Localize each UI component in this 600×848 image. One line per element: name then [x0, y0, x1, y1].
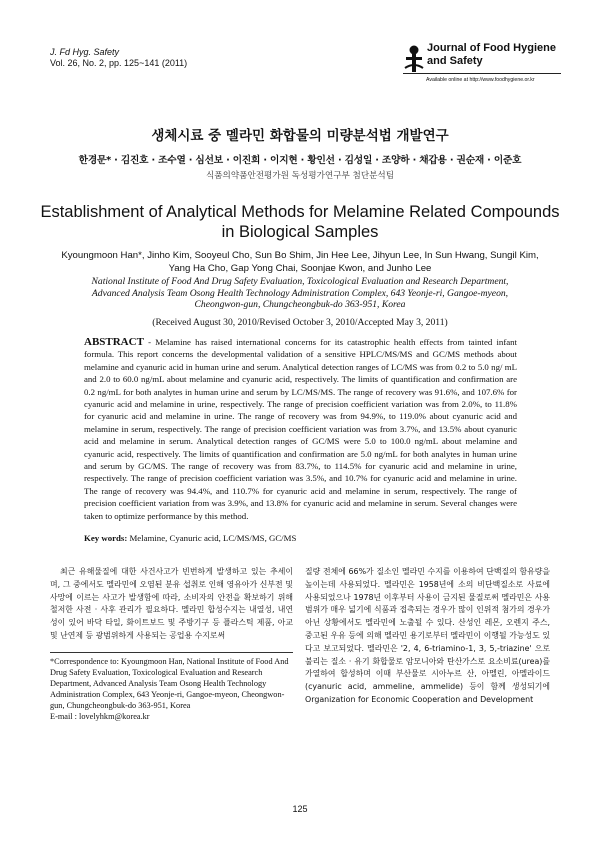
authors-english: Kyoungmoon Han*, Jinho Kim, Sooyeul Cho, Sun Bo Shim, Jin Hee Lee, Jihyun Lee, In Sun Hwang, Sungil Kim, Yang Ha Cho, Gap Yong Chai, Soonjae Kwon, and Junho Lee [61, 250, 539, 274]
body-column-left: 최근 유해물질에 대한 사건사고가 빈번하게 발생하고 있는 추세이며, 그 중에서도 멜라민에 오염된 분유 섭취로 인해 영유아가 신부전 및 사망에 이르는 사고가 발생함에 따라, 소비자의 안전을 확보하기 위해 철저한 사전 · 사후 관리가 필요하다. 멜라민 합성수지는 내열성, 내연성이 있어 바닥 타일, 화이트보드 및 주방기구 등 플라스틱 제품, 아교 및 난연제 등 광범위하게 사용되는 공업용 수지로써 [50, 567, 293, 640]
affiliation-english: National Institute of Food And Drug Safety Evaluation, Toxicological Evaluation and Research Department, Advanced Analysis Team Osong Health Technology Administration Complex, 643 Yeonje-ri, Gangoe-myeon, Cheongwon-gun, Chungcheongbuk-do 363-951, Korea [91, 276, 509, 311]
journal-logo-title: Journal of Food Hygiene and Safety [427, 42, 556, 67]
title-korean: 생체시료 중 멜라민 화합물의 미량분석법 개발연구 [151, 128, 449, 144]
affiliation-korean: 식품의약품안전평가원 독성평가연구부 첨단분석팀 [205, 171, 395, 181]
journal-citation [50, 47, 187, 69]
journal-emblem-icon [403, 44, 425, 74]
abstract [84, 336, 517, 522]
title-english: Establishment of Analytical Methods for Melamine Related Compounds in Biological Samples [40, 203, 560, 241]
journal-url[interactable]: Available online at http://www.foodhygiene.or.kr [426, 77, 535, 83]
footnote-divider [50, 652, 293, 653]
abstract-text: - Melamine has raised international concerns for its catastrophic health effects from tainted infant formula. This report concerns the developmental validation of a sensitive HPLC/MS/MS and GC/MS methods about melamine and cyanuric acid in human urine and serum. Analytical detection ranges of LC/MS was from 0.2 to 5.0 ng/ mL and 2.0 to 60.0 ng/mL about melamine and cyanuric acid, respectively. The limits of quantification and confirmation are 0.2 ng/mL for both analytes in human urine and serum by LC/MS/MS. The range of recovery was 91.6%, and 107.6% for cyanuric acid and melamine in urine, respectively. The range of precision coefficient variation was from 2.0%, to 11.8% for cyanuric acid and melamine in urine. The range of recovery was from 94.9%, to 119.0% about cyanuric acid and melamine in serum, respectively. The range of precision coefficient variation was from 3.7%, and 13.5% about cyanuric acid and melamine in serum. Analytical detection ranges of GC/MS were 5.0 to 100.0 ng/mL about melamine and cyanuric acid, respectively. The limits of quantification and confirmation are 5.0 ng/mL for both analytes in human urine and serum by GC/MS. The range of recovery was from 83.7%, to 114.5% for cyanuric acid and melamine in urine, respectively. The range of precision coefficient variation was 3.5%, and 10.7% for cyanuric acid and melamine in urine. The range of recovery was 94.4%, and 110.7% for cyanuric acid and melamine in serum, respectively. The range of precision coefficient variation from was 3.9%, and 13.8% for cyanuric acid and melamine in serum. Several changes were taken to optimize performance by this method. [84, 337, 517, 521]
logo-divider [403, 73, 561, 74]
volume-info: Vol. 26, No. 2, pp. 125~141 (2011) [50, 58, 188, 68]
abstract-label: ABSTRACT [84, 336, 144, 348]
received-dates: (Received August 30, 2010/Revised October 3, 2010/Accepted May 3, 2011) [152, 317, 448, 328]
journal-abbrev: J. Fd Hyg. Safety [50, 47, 120, 57]
correspondence-footnote [50, 656, 293, 722]
footnote-text: *Correspondence to: Kyoungmoon Han, National Institute of Food And Drug Safety Evaluation, Toxicological Evaluation and Research Department, Advanced Analysis Team Osong Health Technology Administration Complex, 643 Yeonje-ri, Gangoe-myeon, Cheongwon-gun, Chungcheongbuk-do 363-951, Korea [50, 657, 289, 710]
keywords [84, 533, 517, 543]
page-number: 125 [292, 804, 308, 814]
footnote-email[interactable]: E-mail : lovelyhkm@korea.kr [50, 712, 150, 721]
keywords-text: Melamine, Cyanuric acid, LC/MS/MS, GC/MS [127, 533, 297, 543]
keywords-label: Key words: [84, 533, 128, 543]
body-column-right: 질량 전체에 66%가 질소인 멜라민 수지를 이용하여 단백질의 함유량을 높이는데 사용되었다. 멜라민은 1958년에 소의 비단백질소로 사료에 사용되었으나 1978년 이후부터 사용이 금지된 물질로써 멜라민은 사용범위가 매우 넓기에 식품과 접촉되는 경우가 많이 인위적 첨가의 경우가 아닌 상황에서도 멜라민에 노출될 수 있다. 산성인 레몬, 오렌지 주스, 중고된 우유 등에 의해 멜라민 용기로부터 멜라민이 이행될 가능성도 있다고 보고되었다. 멜라민은 '2, 4, 6-triamino-1, 3, 5,-triazine' 으로 불리는 질소 · 유기 화합물로 암모니아와 탄산가스로 요소비료(urea)를 가열하여 합성하며 이때 부산물로 시아누르 산, 아멜린, 아멜라이드 (cyanuric acid, ammeline, ammelide) 등이 함께 생성되기에 Organization for Economic Cooperation and Development [305, 567, 550, 704]
authors-korean: 한경문* · 김진호 · 조수열 · 심선보 · 이진희 · 이지현 · 황인선 · 김성일 · 조양하 · 채갑용 · 권순재 · 이준호 [78, 155, 522, 166]
